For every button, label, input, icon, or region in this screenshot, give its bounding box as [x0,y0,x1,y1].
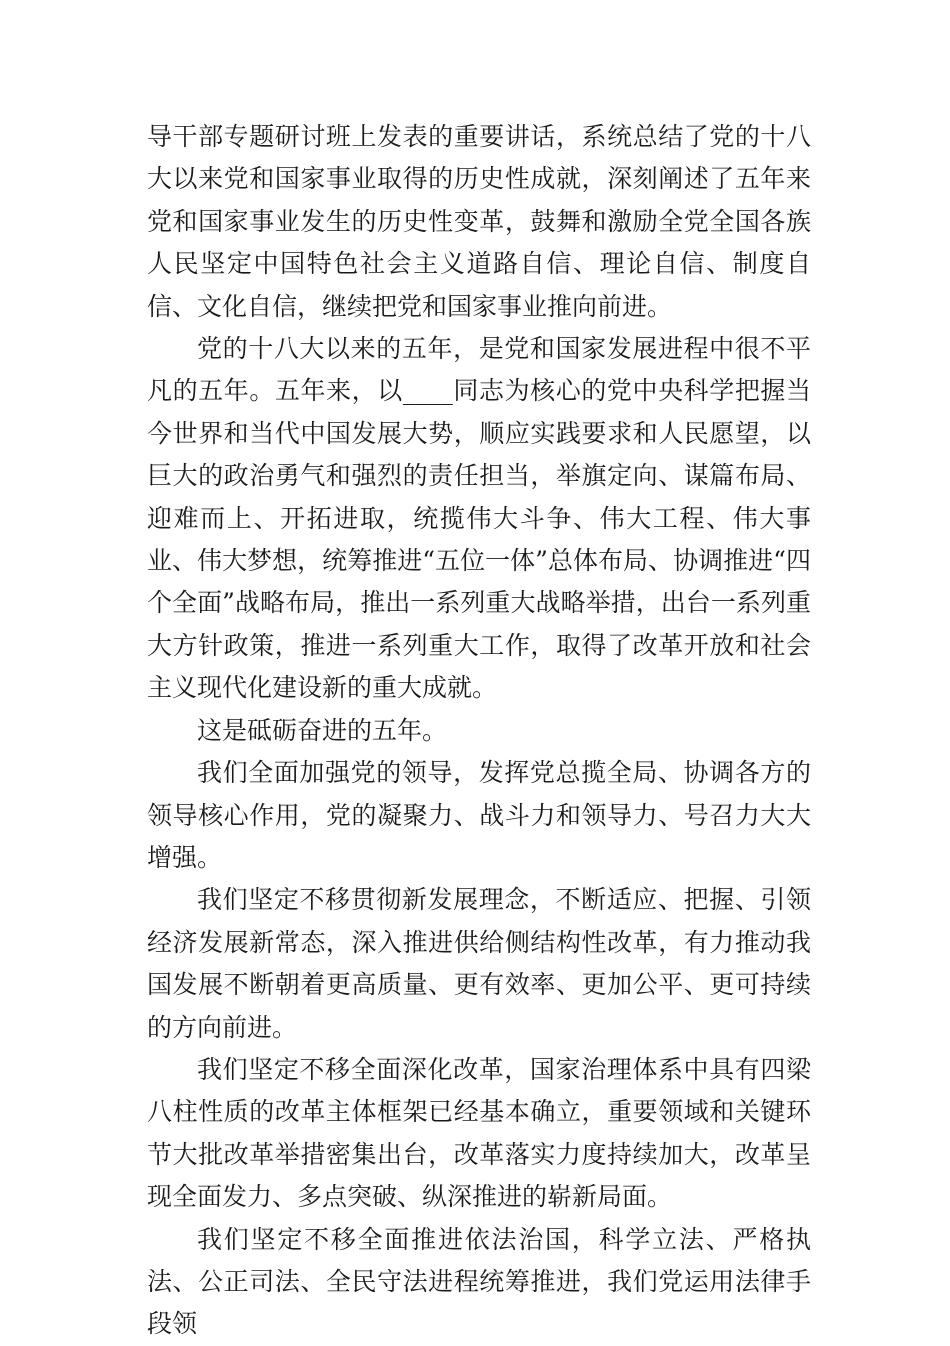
document-body [147,116,811,1346]
paragraph-striving: 这是砥砺奋进的五年。 [197,715,448,745]
paragraph-continuation: 导干部专题研讨班上发表的重要讲话，系统总结了党的十八大以来党和国家事业取得的历史性成就，深刻阐述了五年来党和国家事业发生的历史性变革，鼓舞和激励全党全国各族人民坚定中国特色社会主义道路自信、理论自信、制度自信、文化自信，继续把党和国家事业推向前进。 [147,122,811,321]
paragraph-new-development: 我们坚定不移贯彻新发展理念，不断适应、把握、引领经济发展新常态，深入推进供给侧结构性改革，有力推动我国发展不断朝着更高质量、更有效率、更加公平、更可持续的方向前进。 [147,885,811,1042]
paragraph-deepen-reform: 我们坚定不移全面深化改革，国家治理体系中具有四梁八柱性质的改革主体框架已经基本确立，重要领域和关键环节大批改革举措密集出台，改革落实力度持续加大，改革呈现全面发力、多点突破、纵深推进的崭新局面。 [147,1054,811,1212]
paragraph-rule-of-law: 我们坚定不移全面推进依法治国，科学立法、严格执法、公正司法、全民守法进程统筹推进，我们党运用法律手段领 [147,1224,811,1339]
paragraph-five-years: 党的十八大以来的五年，是党和国家发展进程中很不平凡的五年。五年来，以____同志为核心的党中央科学把握当今世界和当代中国发展大势，顺应实践要求和人民愿望，以巨大的政治勇气和强烈的责任担当，举旗定向、谋篇布局、迎难而上、开拓进取，统揽伟大斗争、伟大工程、伟大事业、伟大梦想，统筹推进“五位一体”总体布局、协调推进“四个全面”战略布局，推出一系列重大战略举措，出台一系列重大方针政策，推进一系列重大工作，取得了改革开放和社会主义现代化建设新的重大成就。 [147,334,811,703]
paragraph-party-leadership: 我们全面加强党的领导，发挥党总揽全局、协调各方的领导核心作用，党的凝聚力、战斗力和领导力、号召力大大增强。 [147,758,811,872]
